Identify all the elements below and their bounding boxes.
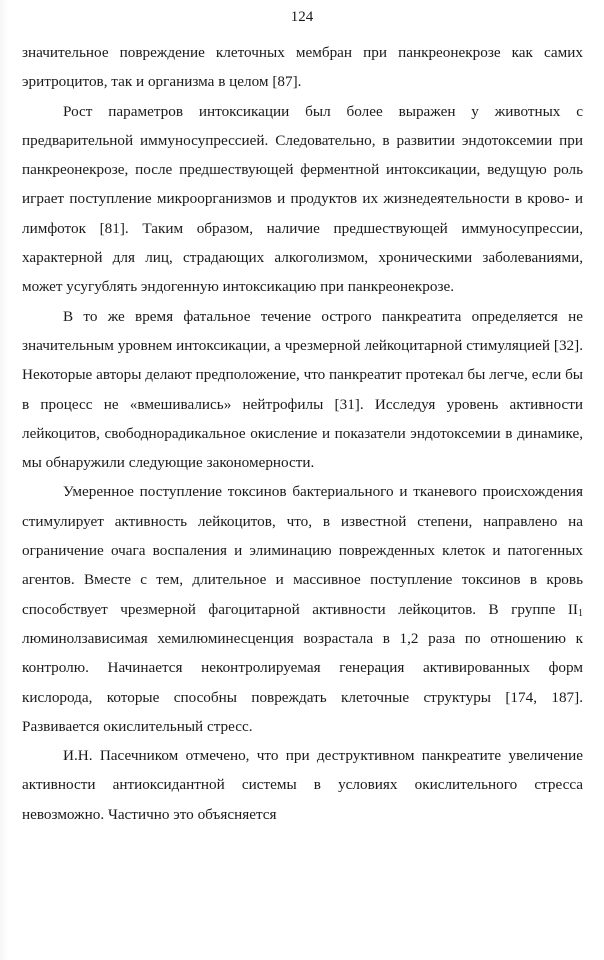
scan-edge-shadow [0, 0, 8, 960]
paragraph-text-part-2: люминолзависимая хемилюминесценция возрастала в 1,2 раза по отношению к контролю. Начинается неконтролируемая генерация активированных форм кислорода, которые способны повреждать клеточные структуры [174, 187]. Развивается окислительный стресс. [22, 629, 583, 735]
paragraph-leukocyte-stimulation: В то же время фатальное течение острого панкреатита определяется не значительным уровнем интоксикации, а чрезмерной лейкоцитарной стимуляцией [32]. Некоторые авторы делают предположение, что панкреатит протекал бы легче, если бы в процесс не «вмешивались» нейтрофилы [31]. Исследуя уровень активности лейкоцитов, свободнорадикальное окисление и показатели эндотоксемии в динамике, мы обнаружили следующие закономерности. [22, 307, 583, 472]
paragraph-toxin-inflow [22, 477, 583, 741]
paragraph-pasechnik: И.Н. Пасечником отмечено, что при деструктивном панкреатите увеличение активности антиоксидантной системы в условиях окислительного стресса невозможно. Частично это объясняется [22, 747, 583, 823]
group-subscript: 1 [578, 607, 583, 619]
page-number: 124 [290, 9, 314, 25]
paragraph-text-part-1: Умеренное поступление токсинов бактериального и тканевого происхождения стимулирует активность лейкоцитов, что, в известной степени, направлено на ограничение очага воспаления и элиминацию поврежденных клеток и патогенных агентов. Вместе с тем, длительное и массивное поступление токсинов в кровь способствует чрезмерной фагоцитарной активности лейкоцитов. В группе II [22, 483, 583, 618]
paragraph-continued: значительное повреждение клеточных мембран при панкреонекрозе как самих эритроцитов, так и организма в целом [87]. [22, 44, 583, 91]
paragraph-intoxication: Рост параметров интоксикации был более выражен у животных с предварительной иммуносупрессией. Следовательно, в развитии эндотоксемии при панкреонекрозе, после предшествующей ферментной интоксикации, ведущую роль играет поступление микроорганизмов и продуктов их жизнедеятельности в крово- и лимфоток [81]. Таким образом, наличие предшествующей иммуносупрессии, характерной для лиц, страдающих алкоголизмом, хроническими заболеваниями, может усугублять эндогенную интоксикацию при панкреонекрозе. [22, 102, 583, 296]
page-body [22, 38, 583, 829]
